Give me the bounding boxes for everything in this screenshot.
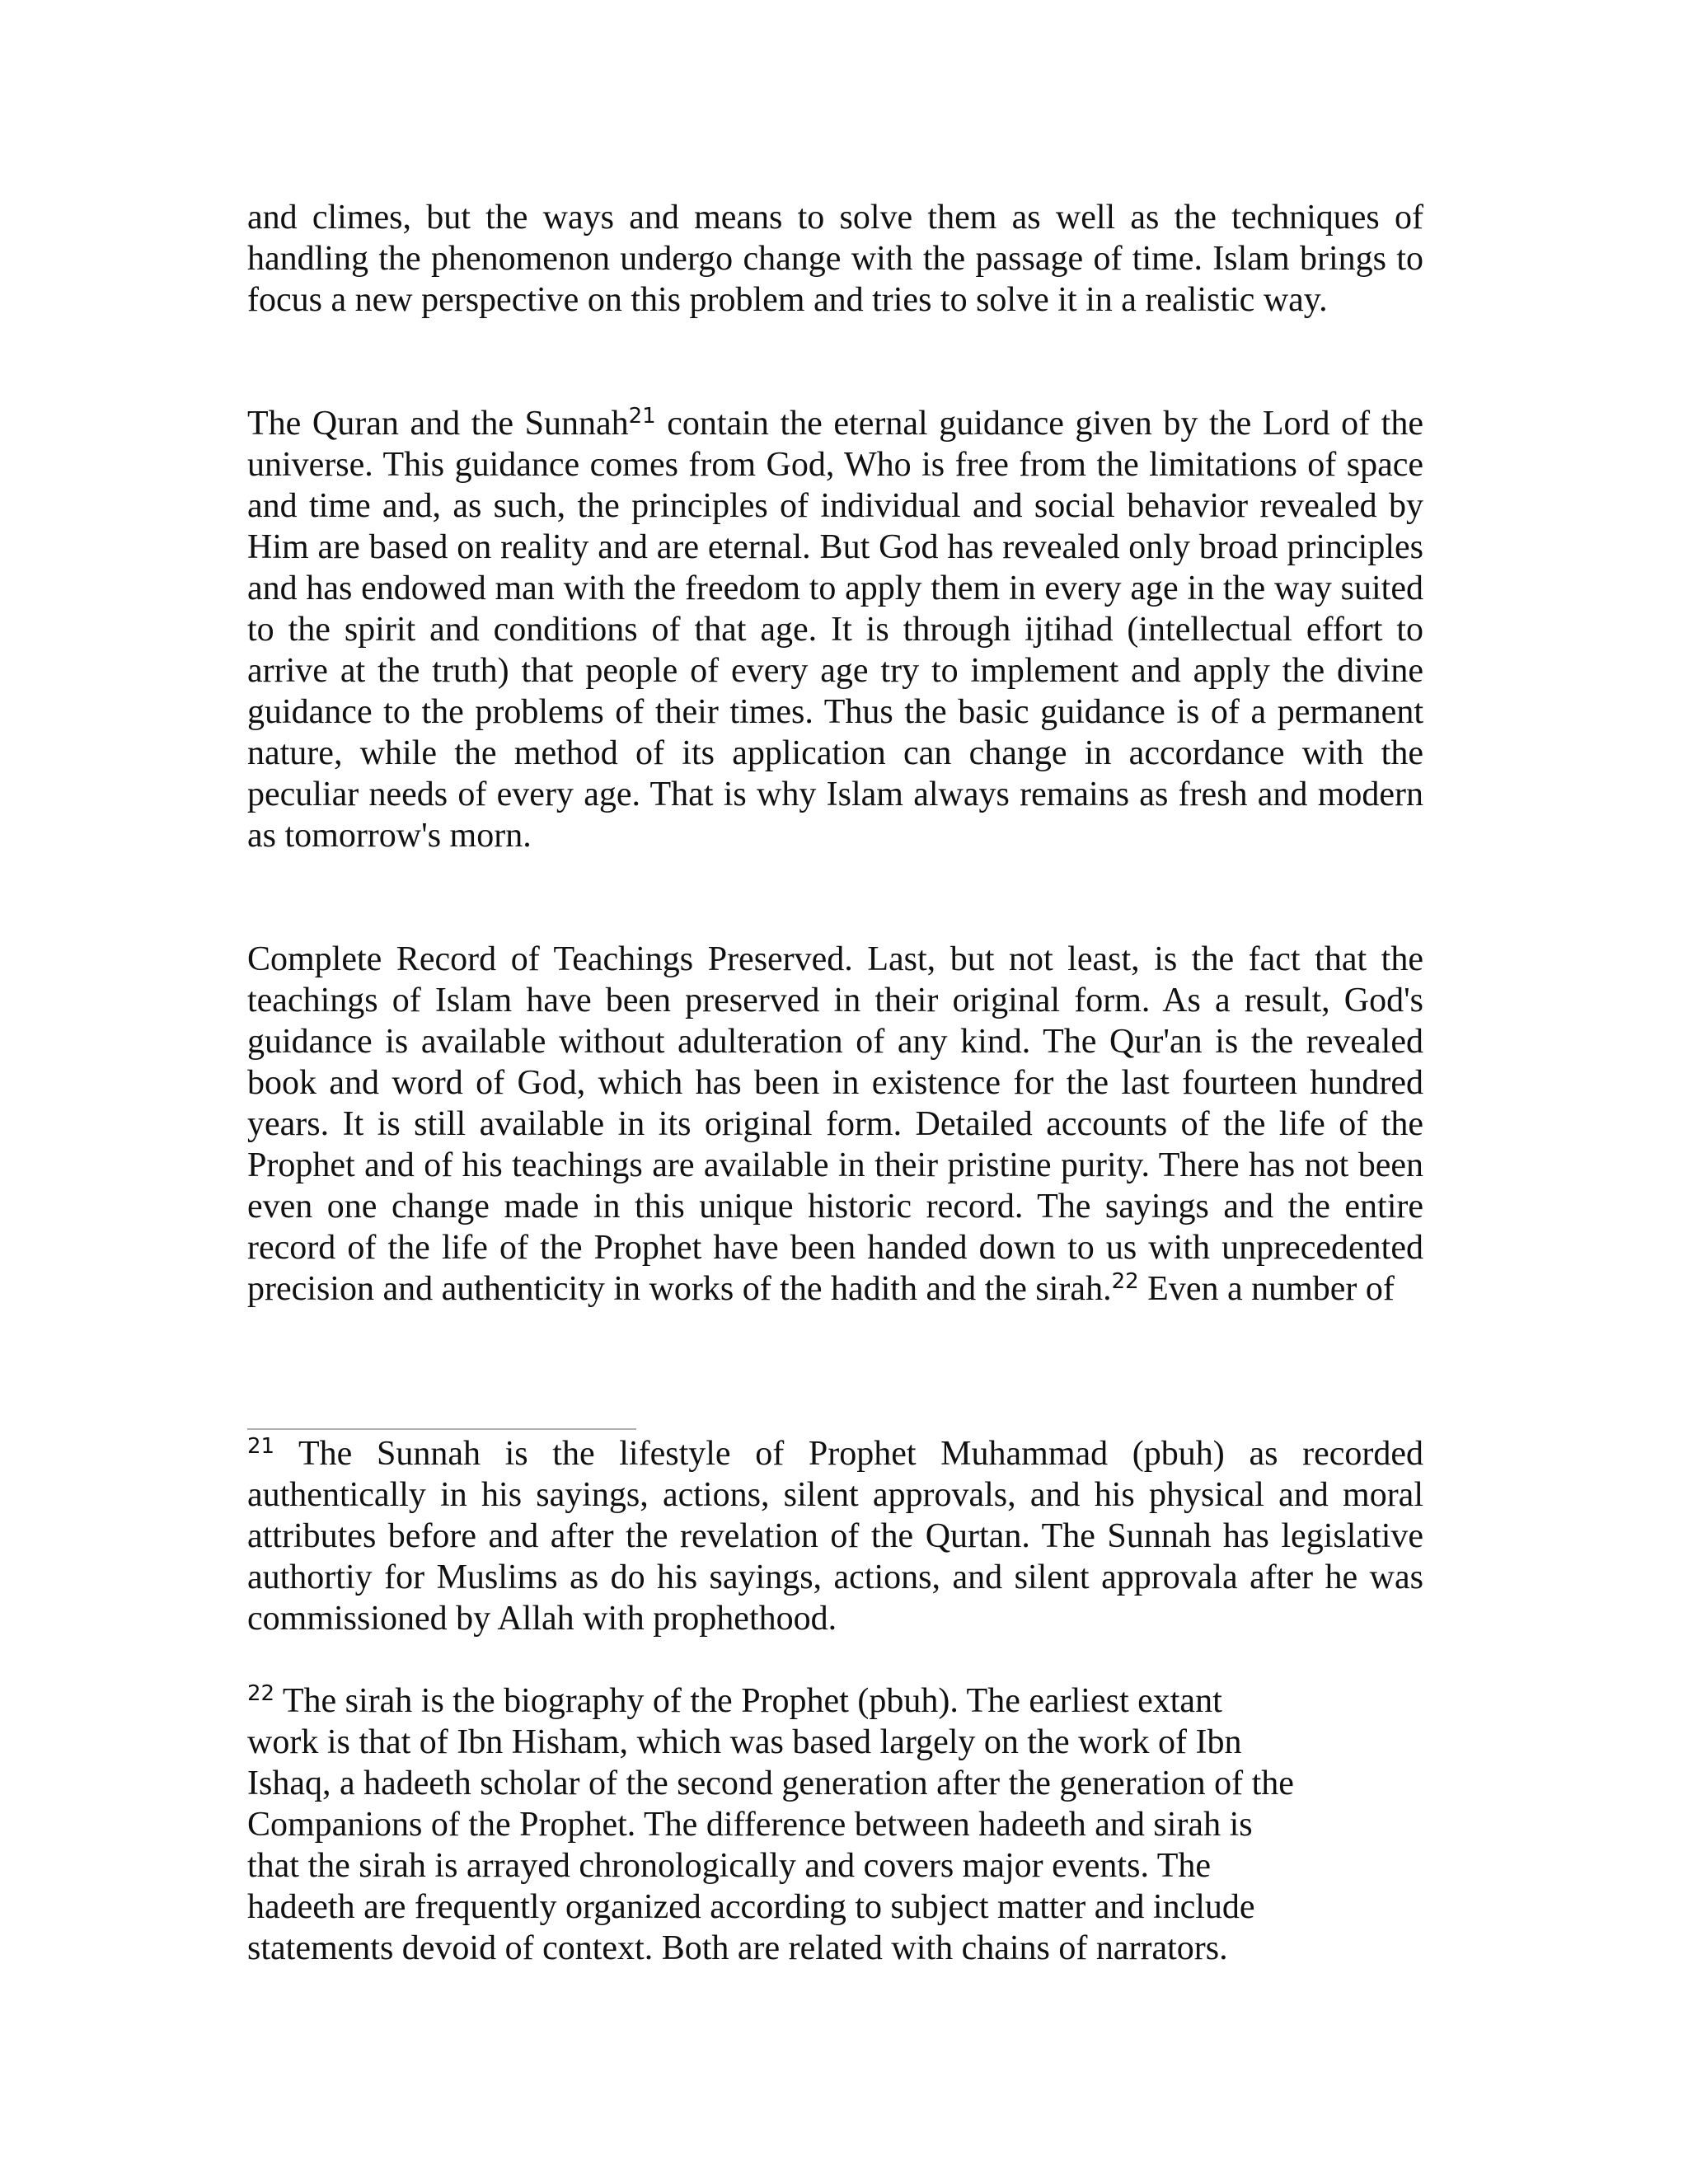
footnote-22-line-2: work is that of Ibn Hisham, which was based largely on the work of Ibn [247, 1723, 1242, 1761]
footnote-22-line-3: Ishaq, a hadeeth scholar of the second generation after the generation of the [247, 1765, 1294, 1802]
footnote-separator [247, 1428, 636, 1430]
paragraph-2-text-rest: contain the eternal guidance given by the Lord of the universe. This guidance comes from God, Who is free from the limitations of space and time and, as such, the principles of individual and social behavior revealed by Him are based on reality and are eternal. But God has revealed only broad principles and has endowed man with the freedom to apply them in every age in the way suited to the spirit and conditions of that age. It is through ijtihad (intellectual effort to arrive at the truth) that people of every age try to implement and apply the divine guidance to the problems of their times. Thus the basic guidance is of a permanent nature, while the method of its application can change in accordance with the peculiar needs of every age. That is why Islam always remains as fresh and modern as tomorrow's morn. [247, 405, 1423, 855]
paragraph-2-text-start: The Quran and the Sunnah [247, 405, 629, 443]
footnote-22 [247, 1680, 1423, 1969]
paragraph-2 [247, 403, 1423, 856]
paragraph-3 [247, 939, 1423, 1310]
footnote-22-line-5: that the sirah is arrayed chronologically and covers major events. The [247, 1847, 1211, 1885]
footnote-21-mark: 21 [247, 1434, 275, 1459]
paragraph-1-text: and climes, but the ways and means to solve them as well as the techniques of handling the phenomenon undergo change with the passage of time. Islam brings to focus a new perspective on this problem and tries to solve it in a realistic way. [247, 199, 1423, 319]
paragraph-3-text-start: Complete Record of Teachings Preserved. Last, but not least, is the fact that the teachings of Islam have been preserved in their original form. As a result, God's guidance is available without adulteration of any kind. The Qur'an is the revealed book and word of God, which has been in existence for the last fourteen hundred years. It is still available in its original form. Detailed accounts of the life of the Prophet and of his teachings are available in their pristine purity. There has not been even one change made in this unique historic record. The sayings and the entire record of the life of the Prophet have been handed down to us with unprecedented precision and authenticity in works of the hadith and the sirah. [247, 940, 1423, 1308]
footnote-22-line-7: statements devoid of context. Both are related with chains of narrators. [247, 1929, 1228, 1967]
footnote-22-line-1: The sirah is the biography of the Prophet (pbuh). The earliest extant [274, 1682, 1222, 1720]
footnote-22-line-6: hadeeth are frequently organized according to subject matter and include [247, 1888, 1255, 1926]
footnote-ref-22[interactable]: 22 [1111, 1269, 1139, 1294]
footnote-22-line-4: Companions of the Prophet. The difference between hadeeth and sirah is [247, 1806, 1253, 1844]
footnote-ref-21[interactable]: 21 [628, 404, 656, 429]
footnote-22-mark: 22 [247, 1681, 275, 1706]
footnote-21 [247, 1433, 1423, 1639]
footnote-21-text: The Sunnah is the lifestyle of Prophet Muhammad (pbuh) as recorded authentically in his sayings, actions, silent approvals, and his physical and moral attributes before and after the revelation of the Qurtan. The Sunnah has legislative authortiy for Muslims as do his sayings, actions, and silent approvala after he was commissioned by Allah with prophethood. [247, 1435, 1423, 1638]
paragraph-1 [247, 197, 1423, 321]
paragraph-3-text-rest: Even a number of [1138, 1270, 1395, 1308]
